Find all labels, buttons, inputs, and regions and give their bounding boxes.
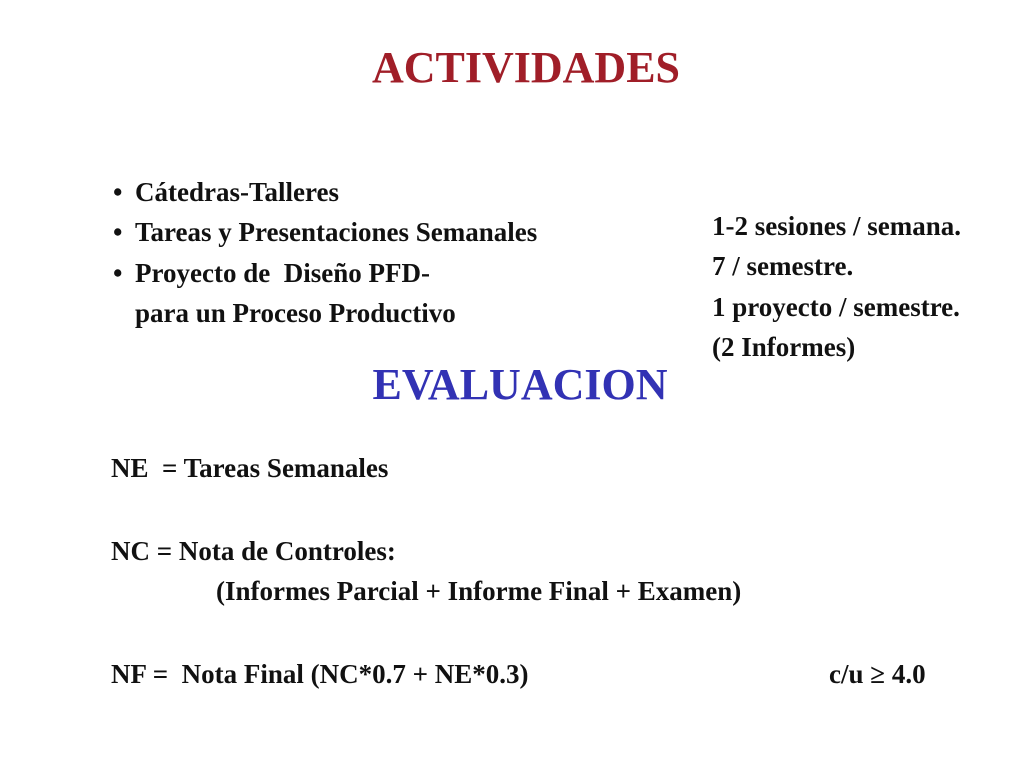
bullet-icon: • (113, 258, 123, 288)
evaluacion-title: EVALUACION (372, 360, 668, 409)
activity-label: para un Proceso Productivo (135, 298, 456, 328)
minimum-grade-condition: c/u ≥ 4.0 (829, 659, 926, 689)
bullet-icon: • (113, 177, 123, 207)
nf-formula: NF = Nota Final (NC*0.7 + NE*0.3) (111, 659, 529, 689)
nc-definition: NC = Nota de Controles: (111, 536, 396, 566)
activity-label: Cátedras-Talleres (135, 177, 339, 207)
activity-label: Tareas y Presentaciones Semanales (135, 217, 538, 247)
bullet-icon: • (113, 217, 123, 247)
nc-detail: (Informes Parcial + Informe Final + Examen) (216, 576, 742, 606)
activity-frequency: (2 Informes) (712, 332, 856, 362)
activity-frequency: 1 proyecto / semestre. (712, 292, 960, 322)
activity-frequency: 7 / semestre. (712, 251, 854, 281)
activity-label: Proyecto de Diseño PFD- (135, 258, 430, 288)
actividades-title: ACTIVIDADES (371, 43, 681, 92)
ne-definition: NE = Tareas Semanales (111, 453, 389, 483)
activity-frequency: 1-2 sesiones / semana. (712, 211, 961, 241)
